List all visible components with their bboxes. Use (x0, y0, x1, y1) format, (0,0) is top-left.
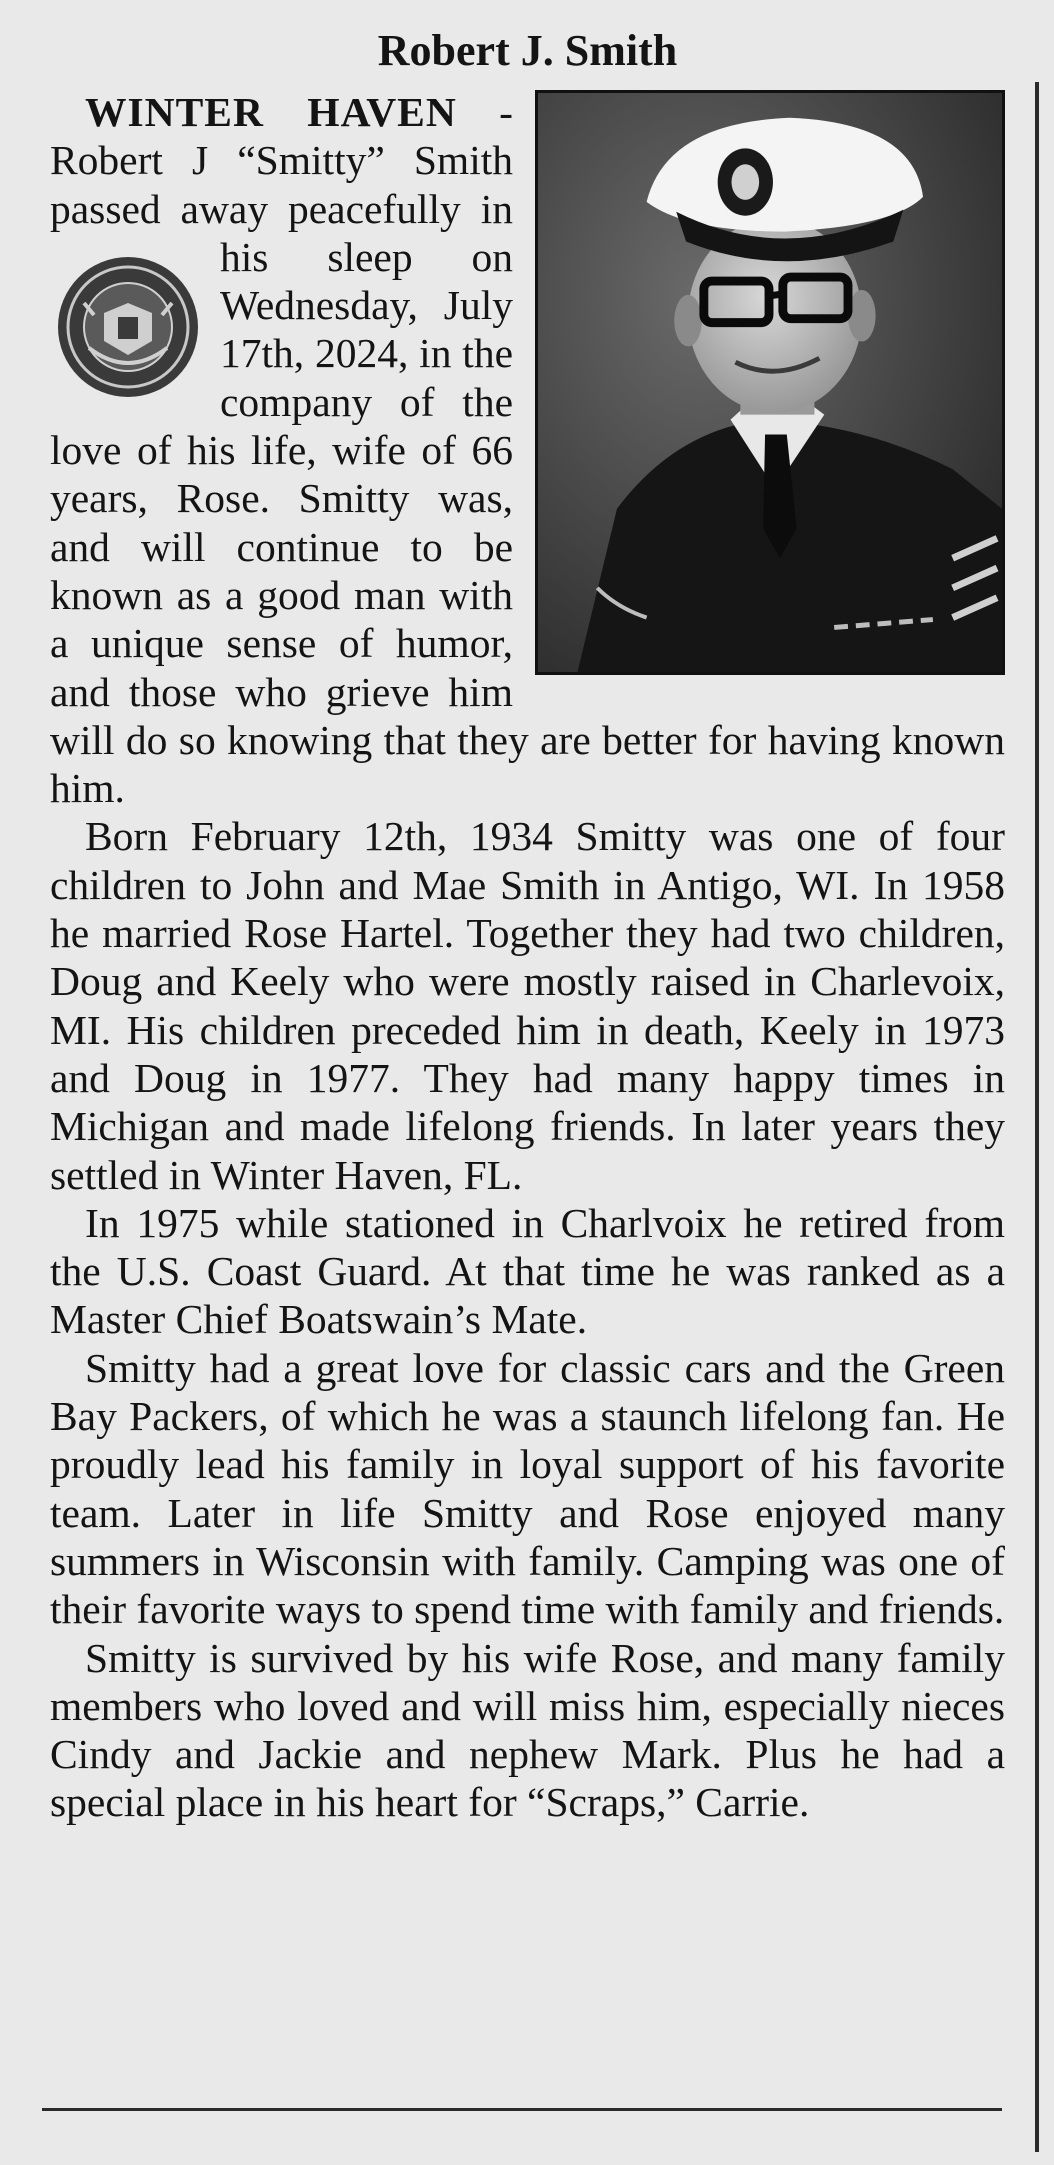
obituary-paragraph-4: Smitty had a great love for classic cars and the Green Bay Packers, of which he was a staunch lifelong fan. He proudly lead his family in loyal support of his favorite team. Later in life Smitty and Rose enjoyed many summers in Wisconsin with family. Camping was one of their favorite ways to spend time with family and friends. (50, 1344, 1005, 1633)
obituary-paragraph-1-lead: - Robert J “Smitty” Smith passed away peacefully (50, 89, 513, 232)
coast-guard-emblem-icon (54, 253, 202, 401)
portrait-photo-drawing (538, 93, 1002, 672)
obituary-paragraph-5: Smitty is survived by his wife Rose, and many family members who loved and will miss him, especially nieces Cindy and Jackie and nephew Mark. Plus he had a special place in his heart for “Scraps,” Carrie. (50, 1634, 1005, 1826)
obituary-column (50, 20, 1005, 1827)
portrait-photo (535, 90, 1005, 675)
obituary-paragraph-2: Born February 12th, 1934 Smitty was one of four children to John and Mae Smith in Antigo, WI. In 1958 he married Rose Hartel. Together they had two children, Doug and Keely who were mostly raised in Charlevoix, MI. His children preceded him in death, Keely in 1973 and Doug in 1977. They had many happy times in Michigan and made lifelong friends. In later years they settled in Winter Haven, FL. (50, 813, 1005, 1198)
obituary-paragraph-1-rest: in his sleep on Wednesday, July 17th, 2024, in the company of the love of his life, wife of 66 years, Rose. Smitty was, and will continue to be known as a good man with a unique sense of humor, and those who grieve him will do so knowing that they are better for having known him. (50, 185, 1005, 812)
column-rule-bottom (42, 2108, 1002, 2111)
obituary-dateline: WINTER HAVEN (85, 89, 457, 135)
obituary-paragraph-3: In 1975 while stationed in Charlvoix he retired from the U.S. Coast Guard. At that time he was ranked as a Master Chief Boatswain’s Mate. (50, 1199, 1005, 1343)
column-rule-right (1035, 82, 1039, 2152)
obituary-headline: Robert J. Smith (377, 26, 678, 75)
